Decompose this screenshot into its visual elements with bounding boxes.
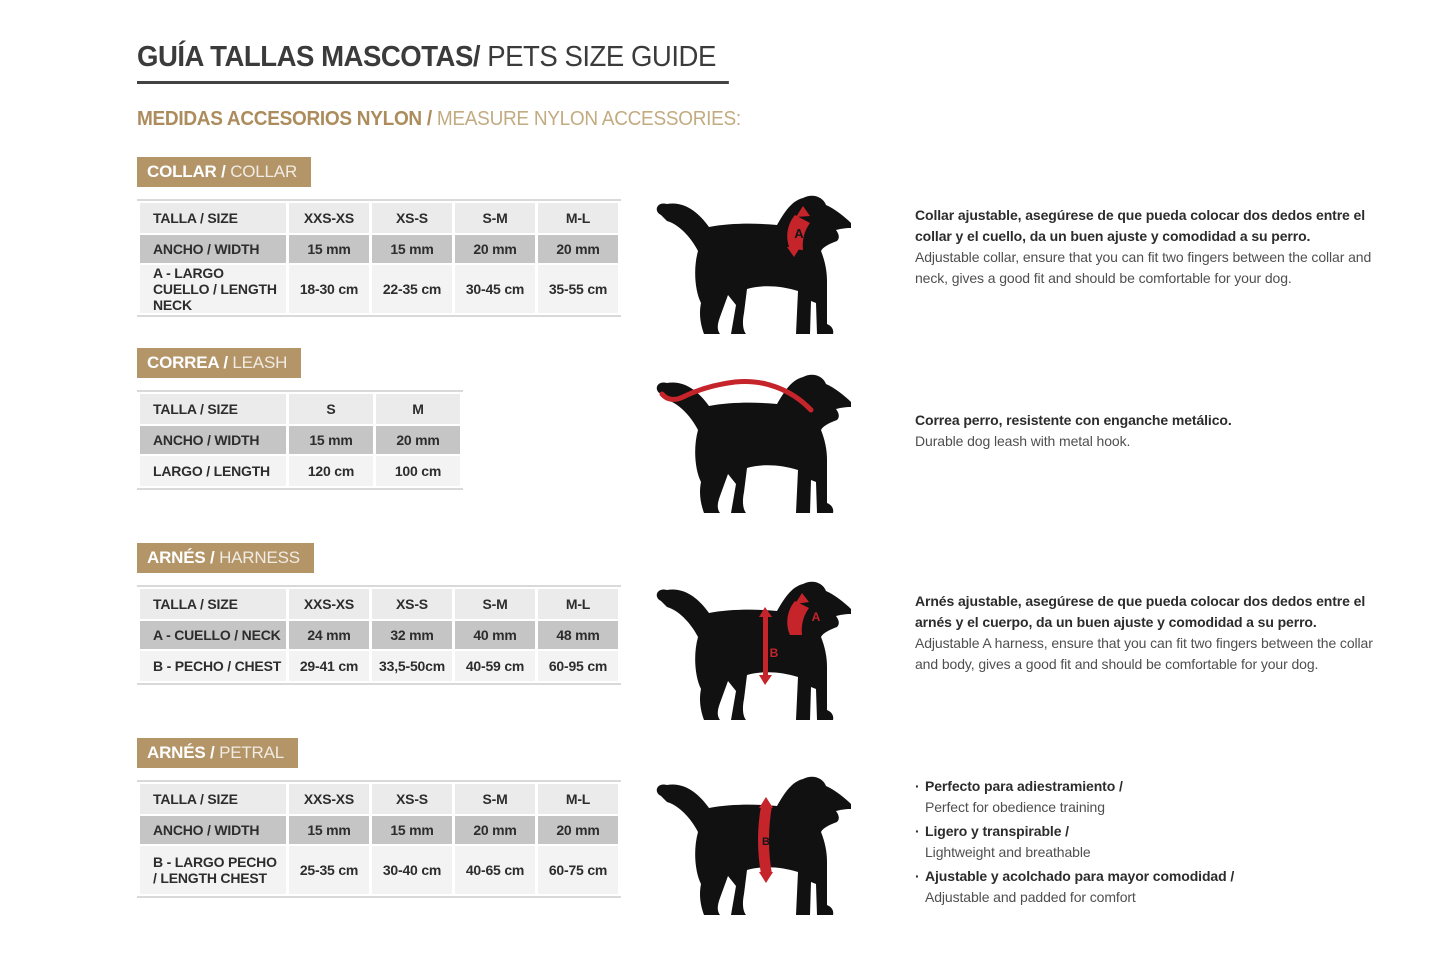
label-cell: ANCHO / WIDTH: [140, 816, 286, 844]
header-cell: XXS-XS: [289, 203, 369, 233]
value-cell: 24 mm: [289, 621, 369, 649]
bullet-dot: ·: [915, 867, 920, 884]
feature-bullet: [915, 866, 1377, 908]
badge-label-en: HARNESS: [214, 547, 300, 567]
page-subtitle-es: MEDIDAS ACCESORIOS NYLON /: [137, 107, 437, 130]
value-cell: 40 mm: [455, 621, 535, 649]
header-cell: S-M: [455, 589, 535, 619]
leash-description: [915, 410, 1377, 495]
badge-label-en: LEASH: [227, 352, 288, 372]
harness-size-table: [137, 585, 621, 685]
header-cell: XS-S: [372, 784, 452, 814]
description-es: Arnés ajustable, asegúrese de que pueda colocar dos dedos entre el arnés y el cuerpo, da un buen ajuste y comodidad a su perro.: [915, 592, 1366, 630]
description-en: Durable dog leash with metal hook.: [915, 432, 1131, 449]
value-cell: 20 mm: [538, 235, 618, 263]
description-en: Adjustable collar, ensure that you can fit two fingers between the collar and neck, gives a good fit and should be comfortable for your dog.: [915, 248, 1372, 286]
value-cell: 20 mm: [455, 235, 535, 263]
value-cell: 25-35 cm: [289, 846, 369, 894]
header-cell: XS-S: [372, 203, 452, 233]
page-subtitle: [137, 108, 1342, 131]
section-badge-petral: [137, 738, 298, 768]
description-en: Adjustable A harness, ensure that you can fit two fingers between the collar and body, gives a good fit and should be comfortable for your dog.: [915, 634, 1373, 672]
table-row: [140, 394, 460, 424]
petral-description: [915, 776, 1377, 911]
table-row: [140, 816, 618, 844]
table-row: [140, 621, 618, 649]
value-cell: 15 mm: [372, 235, 452, 263]
header-cell: XXS-XS: [289, 589, 369, 619]
measure-letter-b: B: [769, 645, 779, 660]
value-cell: 30-45 cm: [455, 265, 535, 313]
bullet-dot: ·: [915, 777, 920, 794]
header-cell: TALLA / SIZE: [140, 203, 286, 233]
badge-label-es: COLLAR /: [147, 161, 226, 181]
value-cell: 22-35 cm: [372, 265, 452, 313]
value-cell: 20 mm: [376, 426, 460, 454]
header-cell: XS-S: [372, 589, 452, 619]
value-cell: 15 mm: [289, 816, 369, 844]
value-cell: 18-30 cm: [289, 265, 369, 313]
value-cell: 40-59 cm: [455, 651, 535, 681]
dog-petral-illustration: [645, 772, 867, 922]
page-title-en: PETS SIZE GUIDE: [480, 41, 716, 73]
value-cell: 15 mm: [289, 235, 369, 263]
collar-size-table: [137, 199, 621, 317]
value-cell: 15 mm: [372, 816, 452, 844]
collar-row: [137, 199, 1405, 322]
value-cell: 100 cm: [376, 456, 460, 486]
table-row: [140, 589, 618, 619]
badge-label-es: ARNÉS /: [147, 547, 215, 567]
table-row: [140, 265, 618, 313]
value-cell: 35-55 cm: [538, 265, 618, 313]
bullet-dot: ·: [915, 822, 920, 839]
feature-bullet: [915, 776, 1377, 818]
label-cell: A - LARGO CUELLO / LENGTH NECK: [140, 265, 286, 313]
page-title: [137, 42, 729, 84]
table-row: [140, 426, 460, 454]
table-row: [140, 203, 618, 233]
value-cell: 20 mm: [455, 816, 535, 844]
harness-row: [137, 585, 1405, 690]
petral-row: [137, 777, 1405, 911]
harness-description: [915, 591, 1377, 690]
header-cell: TALLA / SIZE: [140, 394, 286, 424]
label-cell: B - LARGO PECHO / LENGTH CHEST: [140, 846, 286, 894]
collar-description: [915, 205, 1377, 322]
label-cell: ANCHO / WIDTH: [140, 235, 286, 263]
section-petral: [137, 712, 1405, 911]
section-badge-harness: [137, 543, 314, 573]
feature-es: Perfecto para adiestramiento /: [925, 777, 1123, 794]
value-cell: 48 mm: [538, 621, 618, 649]
value-cell: 120 cm: [289, 456, 373, 486]
measure-letter-a: A: [811, 609, 821, 624]
header-cell: XXS-XS: [289, 784, 369, 814]
dog-harness-illustration: [645, 577, 867, 727]
label-cell: B - PECHO / CHEST: [140, 651, 286, 681]
value-cell: 33,5-50cm: [372, 651, 452, 681]
measure-letter-a: A: [794, 225, 804, 241]
value-cell: 30-40 cm: [372, 846, 452, 894]
header-cell: M-L: [538, 784, 618, 814]
feature-es: Ajustable y acolchado para mayor comodidad /: [925, 867, 1235, 884]
badge-label-en: PETRAL: [214, 742, 285, 762]
header-cell: TALLA / SIZE: [140, 589, 286, 619]
feature-es: Ligero y transpirable /: [925, 822, 1069, 839]
header-cell: M-L: [538, 589, 618, 619]
section-leash: [137, 322, 1405, 495]
table-row: [140, 456, 460, 486]
table-row: [140, 235, 618, 263]
value-cell: 60-95 cm: [538, 651, 618, 681]
label-cell: A - CUELLO / NECK: [140, 621, 286, 649]
value-cell: 32 mm: [372, 621, 452, 649]
badge-label-es: ARNÉS /: [147, 742, 215, 762]
description-es: Collar ajustable, asegúrese de que pueda colocar dos dedos entre el collar y el cuello, da un buen ajuste y comodidad a su perro.: [915, 206, 1366, 244]
header-cell: TALLA / SIZE: [140, 784, 286, 814]
section-badge-collar: [137, 157, 311, 187]
feature-en: Lightweight and breathable: [925, 843, 1091, 860]
measure-letter-b: B: [762, 835, 770, 848]
leash-size-table: [137, 390, 463, 490]
description-es: Correa perro, resistente con enganche metálico.: [915, 411, 1232, 428]
value-cell: 29-41 cm: [289, 651, 369, 681]
section-collar: [137, 131, 1405, 322]
header-cell: S-M: [455, 203, 535, 233]
badge-label-es: CORREA /: [147, 352, 228, 372]
label-cell: LARGO / LENGTH: [140, 456, 286, 486]
leash-row: [137, 390, 1405, 495]
label-cell: ANCHO / WIDTH: [140, 426, 286, 454]
dog-leash-illustration: [645, 370, 867, 520]
page-subtitle-en: MEASURE NYLON ACCESSORIES:: [436, 107, 741, 130]
page-title-es: GUÍA TALLAS MASCOTAS/: [137, 41, 481, 73]
dog-collar-illustration: [645, 191, 867, 341]
value-cell: 40-65 cm: [455, 846, 535, 894]
pets-size-guide-page: [137, 42, 1405, 911]
section-badge-leash: [137, 348, 301, 378]
header-cell: S-M: [455, 784, 535, 814]
value-cell: 60-75 cm: [538, 846, 618, 894]
table-row: [140, 784, 618, 814]
table-row: [140, 846, 618, 894]
petral-size-table: [137, 780, 621, 898]
feature-en: Perfect for obedience training: [925, 798, 1105, 815]
table-row: [140, 651, 618, 681]
header-cell: S: [289, 394, 373, 424]
header-cell: M-L: [538, 203, 618, 233]
badge-label-en: COLLAR: [225, 161, 298, 181]
value-cell: 20 mm: [538, 816, 618, 844]
value-cell: 15 mm: [289, 426, 373, 454]
section-harness: [137, 517, 1405, 690]
header-cell: M: [376, 394, 460, 424]
feature-bullet: [915, 821, 1377, 863]
feature-en: Adjustable and padded for comfort: [925, 888, 1136, 905]
